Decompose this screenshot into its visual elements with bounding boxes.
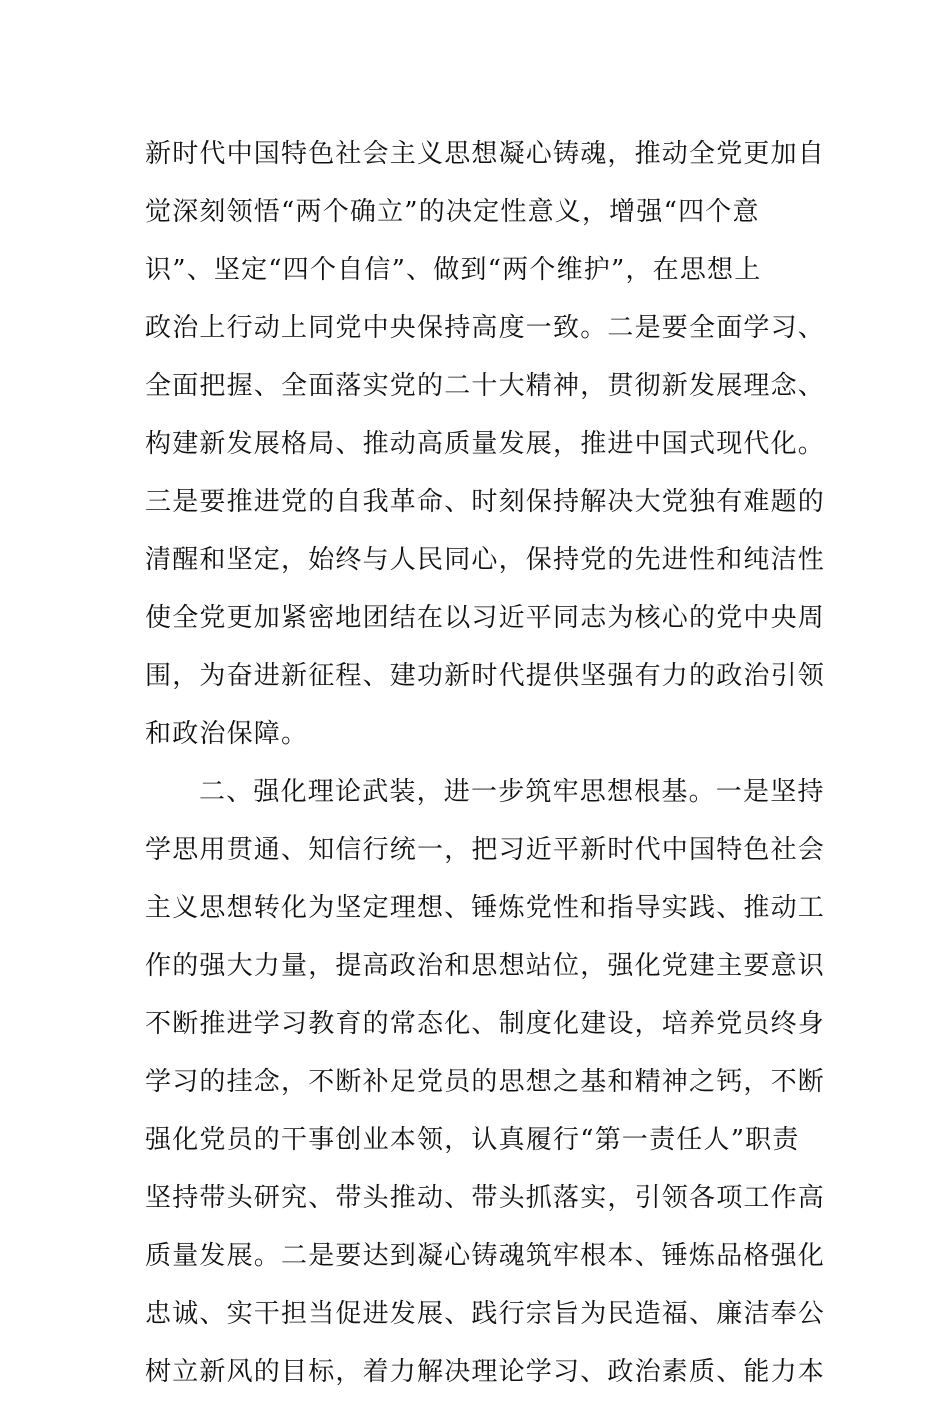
text-line: 学习的挂念，不断补足党员的思想之基和精神之钙，不断 <box>145 1067 826 1097</box>
text-line: 主义思想转化为坚定理想、锤炼党性和指导实践、推动工 <box>145 893 826 923</box>
text-line: 学思用贯通、知信行统一，把习近平新时代中国特色社会 <box>145 835 826 865</box>
body-text <box>145 125 826 1401</box>
text-line: 三是要推进党的自我革命、时刻保持解决大党独有难题的 <box>145 487 826 517</box>
text-line: 使全党更加紧密地团结在以习近平同志为核心的党中央周 <box>145 603 826 633</box>
text-line: 围，为奋进新征程、建功新时代提供坚强有力的政治引领 <box>145 661 826 691</box>
text-line: 新时代中国特色社会主义思想凝心铸魂，推动全党更加自 <box>145 139 826 169</box>
section-heading-line: 二、强化理论武装，进一步筑牢思想根基。一是坚持 <box>199 777 825 807</box>
text-line: 和政治保障。 <box>145 719 309 749</box>
text-line: 清醒和坚定，始终与人民同心，保持党的先进性和纯洁性 <box>145 545 826 575</box>
text-line: 政治上行动上同党中央保持高度一致。二是要全面学习、 <box>145 313 826 343</box>
text-line: 树立新风的目标，着力解决理论学习、政治素质、能力本 <box>145 1357 826 1387</box>
text-line: 作的强大力量，提高政治和思想站位，强化党建主要意识 <box>145 951 826 981</box>
text-line: 识”、坚定“四个自信”、做到“两个维护”，在思想上 <box>145 255 762 285</box>
text-line: 全面把握、全面落实党的二十大精神，贯彻新发展理念、 <box>145 371 826 401</box>
text-line: 坚持带头研究、带头推动、带头抓落实，引领各项工作高 <box>145 1183 826 1213</box>
text-line: 构建新发展格局、推动高质量发展，推进中国式现代化。 <box>145 429 826 459</box>
text-line: 不断推进学习教育的常态化、制度化建设，培养党员终身 <box>145 1009 826 1039</box>
text-line: 质量发展。二是要达到凝心铸魂筑牢根本、锤炼品格强化 <box>145 1241 826 1271</box>
text-line: 强化党员的干事创业本领，认真履行“第一责任人”职责 <box>145 1125 800 1155</box>
text-line: 觉深刻领悟“两个确立”的决定性意义，增强“四个意 <box>145 197 760 227</box>
text-line: 忠诚、实干担当促进发展、践行宗旨为民造福、廉洁奉公 <box>145 1299 826 1329</box>
